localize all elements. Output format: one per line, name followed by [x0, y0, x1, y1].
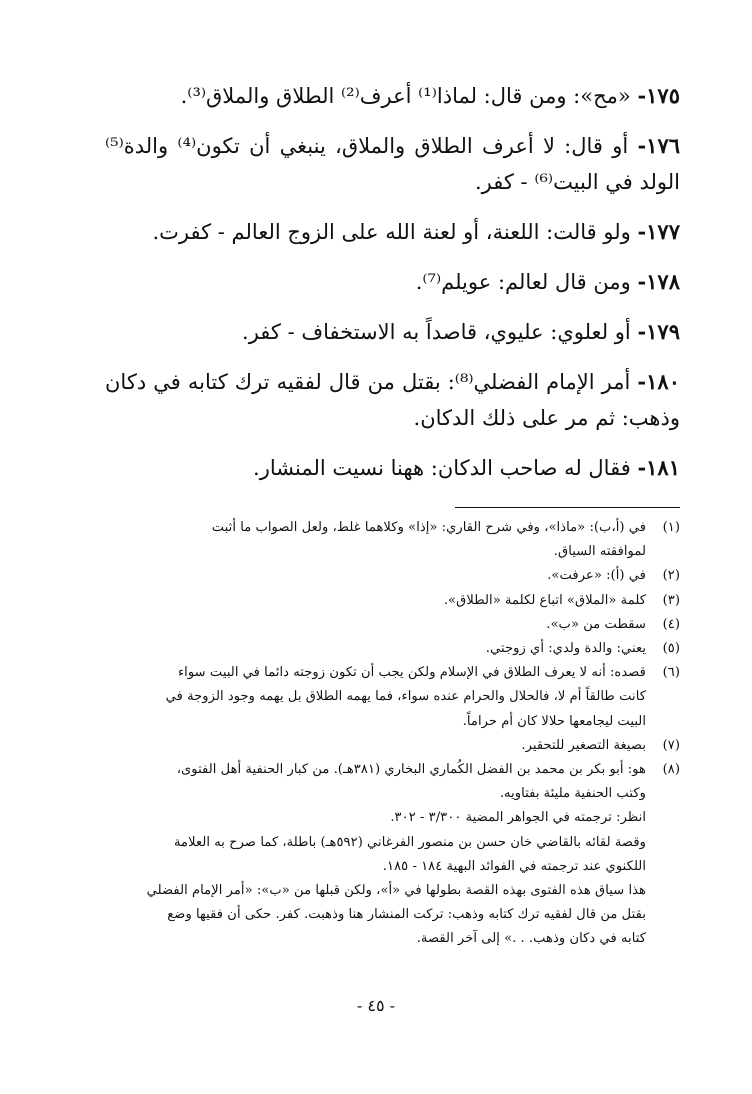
footnote-number: (٧) — [662, 737, 680, 753]
footnote-5 — [100, 637, 680, 661]
entry-179 — [105, 314, 680, 350]
footnote-text: في (أ،ب): «ماذا»، وفي شرح القاري: «إذا» وكلاهما غلط، ولعل الصواب ما أثبت — [211, 520, 646, 535]
main-text — [105, 78, 680, 500]
footnote-number: (٨) — [662, 762, 680, 778]
footnote-text: يعني: والدة ولدي: أي زوجتي. — [485, 641, 646, 657]
footnote-text: كلمة «الملاق» اتباع لكلمة «الطلاق». — [443, 592, 646, 608]
entry-text: أو لعلوي: عليوي، قاصداً به الاستخفاف - كفر. — [242, 320, 631, 344]
footnote-separator — [455, 507, 680, 508]
entry-178 — [105, 264, 680, 300]
entry-176 — [105, 128, 680, 200]
footnote-text: انظر: ترجمته في الجواهر المضية ٣/٣٠٠ - ٣٠٢. — [390, 810, 646, 826]
entry-181 — [105, 450, 680, 486]
footnote-text: وكتب الحنفية مليئة بفتاويه. — [499, 786, 646, 802]
footnote-6 — [100, 661, 680, 734]
footnote-1 — [100, 516, 680, 564]
footnote-text: اللكنوي عند ترجمته في الفوائد البهية ١٨٤ - ١٨٥. — [382, 858, 646, 874]
entry-number: ١٧٦- — [637, 133, 681, 158]
footnote-number: (٢) — [662, 568, 680, 584]
entry-text: فقال له صاحب الدكان: ههنا نسيت المنشار. — [253, 456, 631, 480]
entry-text: أمر الإمام الفضلي⁽⁸⁾: بقتل من قال لفقيه ترك كتابه في دكان — [105, 370, 631, 394]
footnote-number: (٥) — [662, 641, 680, 657]
footnote-8 — [100, 758, 680, 806]
entry-text: ومن قال لعالم: عويلم⁽⁷⁾. — [415, 270, 631, 294]
footnote-4 — [100, 613, 680, 637]
footnote-7 — [100, 734, 680, 758]
footnote-text: كتابه في دكان وذهب. . .» إلى آخر القصة. — [416, 931, 646, 947]
entry-text: ولو قالت: اللعنة، أو لعنة الله على الزوج العالم - كفرت. — [152, 220, 631, 244]
entry-number: ١٧٨- — [637, 269, 680, 294]
footnote-text: سقطت من «ب». — [546, 616, 646, 632]
footnote-text: هذا سياق هذه الفتوى بهذه القصة بطولها في «أ»، ولكن قبلها من «ب»: «أمر الإمام الفضلي — [146, 883, 646, 899]
footnote-text: في (أ): «عرفت». — [547, 568, 646, 584]
footnote-text: البيت ليجامعها حلالا كان أم حراماً. — [462, 713, 646, 729]
entry-number: ١٨٠- — [637, 369, 680, 394]
entry-text: الولد في البيت⁽⁶⁾ - كفر. — [474, 170, 680, 194]
entry-175 — [105, 78, 680, 114]
entry-number: ١٧٥- — [637, 83, 680, 108]
footnote-text: قصده: أنه لا يعرف الطلاق في الإسلام ولكن يجب أن تكون زوجته دائما في البيت سواء — [177, 665, 646, 681]
entry-number: ١٧٩- — [637, 319, 680, 344]
footnote-text: كانت طالقاً أم لا، فالحلال والحرام عنده سواء، فما يهمه الطلاق بل يهمه وجود الزوجة في — [165, 689, 646, 705]
entry-text: وذهب: ثم مر على ذلك الدكان. — [413, 406, 680, 430]
entry-text: «مح»: ومن قال: لماذا⁽¹⁾ أعرف⁽²⁾ الطلاق والملاق⁽³⁾. — [180, 84, 631, 108]
entry-number: ١٨١- — [637, 455, 680, 480]
entry-177 — [105, 214, 680, 250]
footnote-text: لموافقته السياق. — [553, 544, 646, 560]
footnote-text: بصيغة التصغير للتحقير. — [521, 737, 646, 753]
page-number: - ٤٥ - — [356, 996, 396, 1015]
entry-180 — [105, 364, 680, 436]
footnote-number: (٤) — [662, 616, 680, 632]
footnote-text: بقتل من قال لفقيه ترك كتابه وذهب: تركت المنشار هنا وذهبت. كفر. حكى أن فقيها وضع — [167, 907, 646, 923]
footnote-text: هو: أبو بكر بن محمد بن الفضل الكُماري البخاري (٣٨١هـ). من كبار الحنفية أهل الفتوى، — [176, 762, 646, 778]
entry-text: أو قال: لا أعرف الطلاق والملاق، ينبغي أن تكون⁽⁴⁾ والدة⁽⁵⁾ — [105, 134, 629, 158]
footnote-number: (٦) — [662, 665, 680, 681]
footnote-number: (١) — [662, 520, 680, 535]
footnote-2 — [100, 564, 680, 588]
footnote-number: (٣) — [662, 592, 680, 608]
footnote-8-continuation — [100, 806, 680, 951]
footnotes — [100, 516, 680, 952]
footnote-text: وقصة لقائه بالقاضي خان حسن بن منصور الفرغاني (٥٩٢هـ) باطلة، كما صرح به العلامة — [173, 834, 646, 850]
footnote-3 — [100, 589, 680, 613]
entry-number: ١٧٧- — [637, 219, 680, 244]
